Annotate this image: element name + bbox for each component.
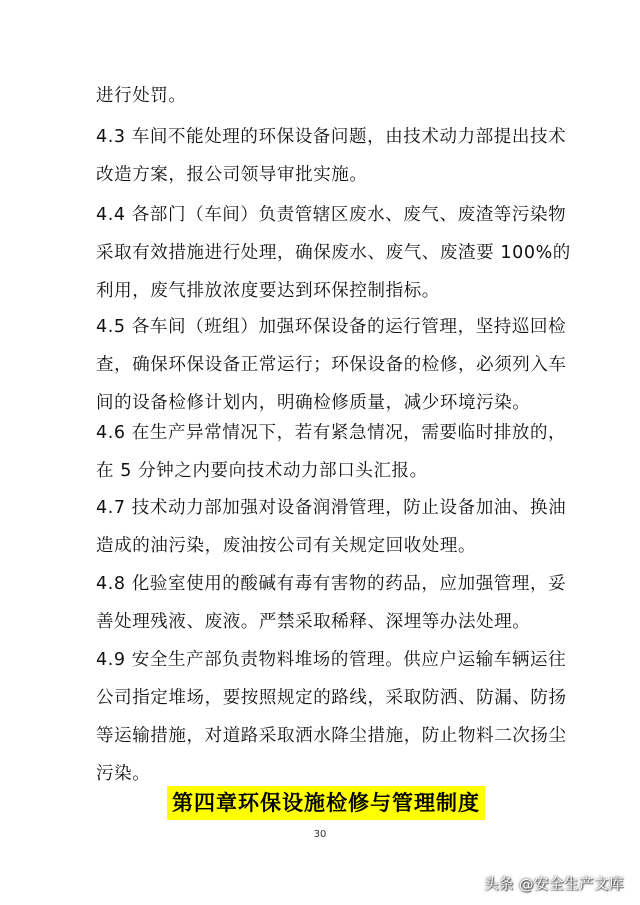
text-line: 4.4 各部门（车间）负责管辖区废水、废气、废渣等污染物: [96, 205, 567, 225]
paragraph-4-9: [96, 641, 567, 793]
paragraph-4-7: [96, 489, 567, 565]
text-line: 进行处罚。: [96, 86, 187, 106]
paragraph-penalty-end: [96, 77, 556, 115]
page-number: 30: [313, 829, 327, 840]
paragraph-4-6: [96, 414, 567, 490]
text-line: 等运输措施，对道路采取洒水降尘措施，防止物料二次扬尘: [96, 726, 567, 746]
paragraph-4-8: [96, 565, 567, 641]
source-watermark: 头条 @安全生产文库: [483, 877, 624, 893]
text-line: 4.8 化验室使用的酸碱有毒有害物的药品，应加强管理，妥: [96, 574, 567, 594]
text-line: 利用，废气排放浓度要达到环保控制指标。: [96, 281, 440, 301]
text-line: 采取有效措施进行处理，确保废水、废气、废渣要 100%的: [96, 243, 571, 263]
text-line: 4.5 各车间（班组）加强环保设备的运行管理，坚持巡回检: [96, 317, 567, 337]
text-line: 造成的油污染，废油按公司有关规定回收处理。: [96, 536, 477, 556]
text-line: 改造方案，报公司领导审批实施。: [96, 165, 368, 185]
text-line: 污染。: [96, 764, 151, 784]
text-line: 在 5 分钟之内要向技术动力部口头汇报。: [96, 461, 428, 481]
text-line: 4.3 车间不能处理的环保设备问题，由技术动力部提出技术: [96, 127, 567, 147]
text-line: 4.7 技术动力部加强对设备润滑管理，防止设备加油、换油: [96, 498, 567, 518]
paragraph-4-3: [96, 118, 567, 194]
paragraph-4-5: [96, 308, 567, 422]
text-line: 间的设备检修计划内，明确检修质量，减少环境污染。: [96, 393, 531, 413]
text-line: 善处理残液、废液。严禁采取稀释、深埋等办法处理。: [96, 612, 531, 632]
text-line: 查，确保环保设备正常运行；环保设备的检修，必须列入车: [96, 355, 567, 375]
chapter-title: 第四章环保设施检修与管理制度: [167, 786, 485, 820]
text-line: 4.6 在生产异常情况下，若有紧急情况，需要临时排放的，: [96, 423, 567, 443]
paragraph-4-4: [96, 196, 571, 310]
text-line: 公司指定堆场，要按照规定的路线，采取防洒、防漏、防扬: [96, 688, 567, 708]
text-line: 4.9 安全生产部负责物料堆场的管理。供应户运输车辆运往: [96, 650, 567, 670]
